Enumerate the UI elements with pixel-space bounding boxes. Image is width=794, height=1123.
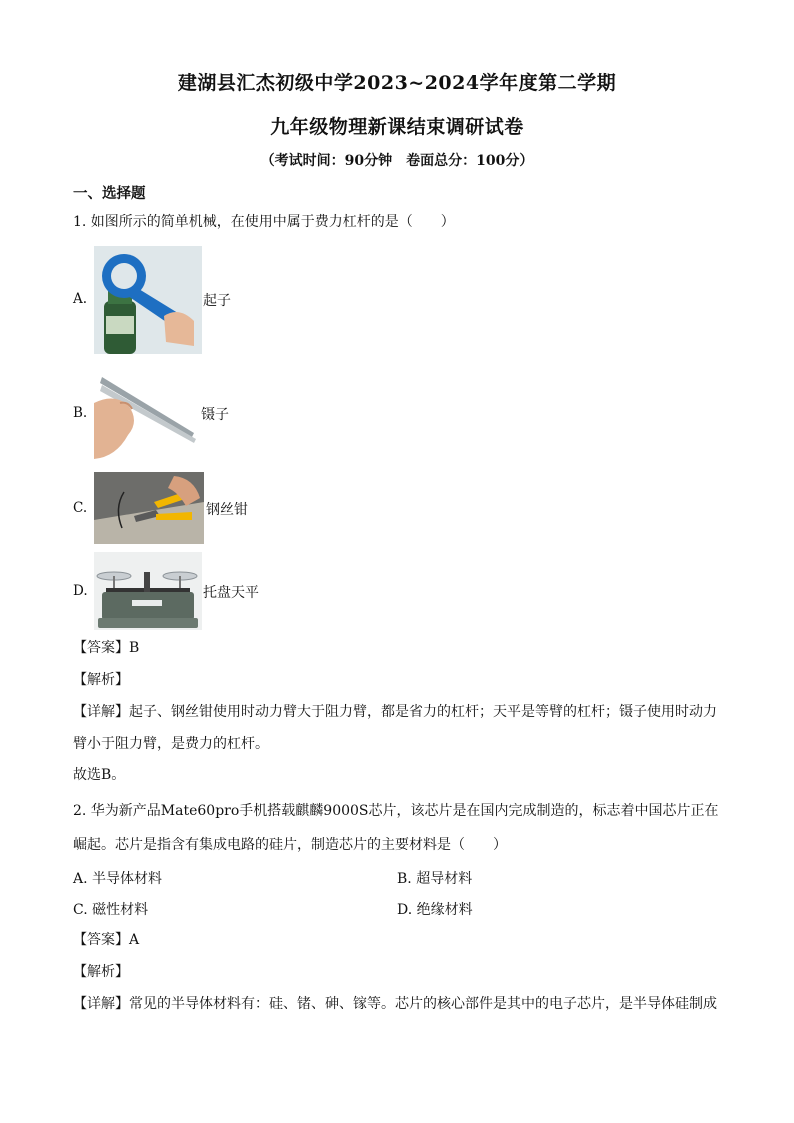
pliers-photo-icon <box>94 472 204 544</box>
q1-analysis-label: 【解析】 <box>73 672 129 688</box>
q2-option-d <box>397 899 473 919</box>
q2-option-a-letter: A. <box>73 871 88 887</box>
q1-option-d-text: 托盘天平 <box>203 585 259 601</box>
exam-info: （考试时间：90分钟 卷面总分：100分） <box>260 153 534 169</box>
exam-title-line1: 建湖县汇杰初级中学2023~2024学年度第二学期 <box>177 72 617 94</box>
q2-option-c-letter: C. <box>73 902 88 918</box>
q1-option-c-letter: C. <box>73 500 88 516</box>
q2-option-b-letter: B. <box>397 871 412 887</box>
q2-stem-line2: 崛起。芯片是指含有集成电路的硅片，制造芯片的主要材料是（ ） <box>73 837 507 853</box>
q2-option-c-text: 磁性材料 <box>92 902 149 918</box>
q2-option-b-text: 超导材料 <box>416 871 473 887</box>
q1-conclusion: 故选B。 <box>73 767 126 783</box>
q1-option-c-text: 钢丝钳 <box>206 502 248 518</box>
q1-option-d-letter: D. <box>73 583 88 599</box>
q2-option-d-letter: D. <box>397 902 413 918</box>
q2-analysis-label: 【解析】 <box>73 964 129 980</box>
q1-option-b-letter: B. <box>73 405 88 421</box>
exam-title-line2: 九年级物理新课结束调研试卷 <box>270 116 524 138</box>
balance-scale-photo-icon <box>94 552 202 630</box>
q1-option-a-letter: A. <box>73 291 88 307</box>
q1-detail-line2: 臂小于阻力臂，是费力的杠杆。 <box>73 736 269 752</box>
bottle-opener-photo-icon <box>94 246 202 354</box>
q2-option-a-text: 半导体材料 <box>92 871 163 887</box>
q2-option-a <box>73 868 162 888</box>
q2-option-d-text: 绝缘材料 <box>416 902 473 918</box>
q1-stem: 1. 如图所示的简单机械，在使用中属于费力杠杆的是（ ） <box>73 214 455 230</box>
q1-detail-line1: 【详解】起子、钢丝钳使用时动力臂大于阻力臂，都是省力的杠杆；天平是等臂的杠杆；镊子使用时动力 <box>73 704 717 720</box>
q2-detail-line1: 【详解】常见的半导体材料有：硅、锗、砷、镓等。芯片的核心部件是其中的电子芯片，是半导体硅制成 <box>73 996 717 1012</box>
tweezers-photo-icon <box>94 373 200 459</box>
q1-option-a-text: 起子 <box>203 293 231 309</box>
q2-option-b <box>397 868 472 888</box>
q2-stem-line1: 2. 华为新产品Mate60pro手机搭载麒麟9000S芯片，该芯片是在国内完成制造的，标志着中国芯片正在 <box>73 803 719 819</box>
q2-option-c <box>73 899 148 919</box>
q1-option-b-text: 镊子 <box>201 407 229 423</box>
q1-answer: 【答案】B <box>73 640 140 656</box>
q2-answer: 【答案】A <box>73 932 140 948</box>
section-heading: 一、选择题 <box>73 185 146 202</box>
